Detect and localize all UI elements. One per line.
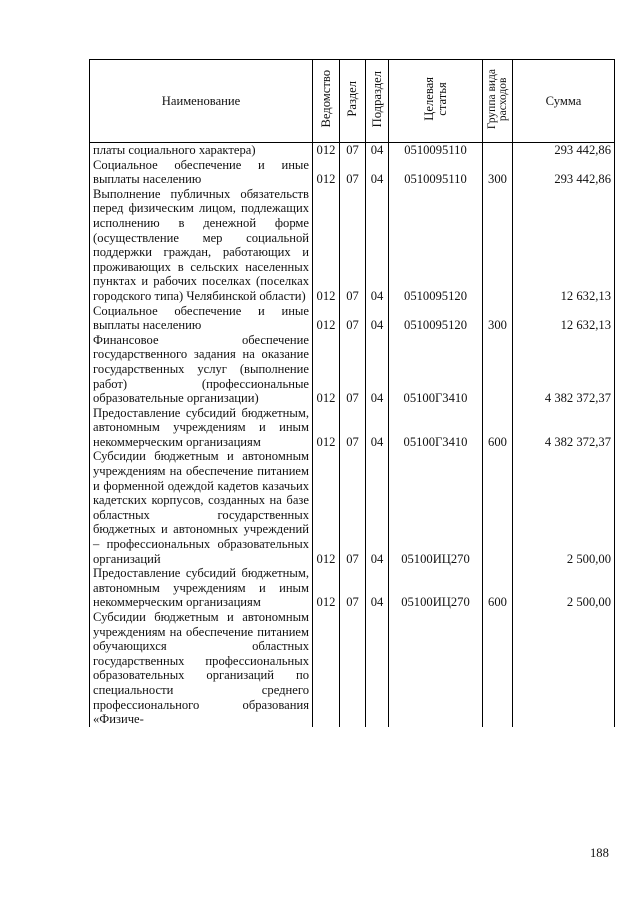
budget-table [89,59,615,727]
cell-target: 0510095110 [389,158,483,187]
header-target: Целевая статья [389,60,483,143]
header-sum: Сумма [513,60,615,143]
cell-sum [513,610,615,727]
cell-podrazdel: 04 [366,333,389,406]
cell-podrazdel [366,610,389,727]
table-row [90,187,615,304]
cell-group [483,449,513,566]
cell-ved: 012 [313,566,340,610]
cell-name: Предоставление субсидий бюджетным, автономным учреждениям и иным некоммерческим организациям [90,566,313,610]
cell-sum: 293 442,86 [513,143,615,158]
table-row [90,610,615,727]
cell-name: Социальное обеспечение и иные выплаты населению [90,158,313,187]
cell-sum: 12 632,13 [513,304,615,333]
cell-sum: 2 500,00 [513,449,615,566]
cell-razdel: 07 [340,449,366,566]
cell-target: 0510095120 [389,304,483,333]
cell-sum: 2 500,00 [513,566,615,610]
table-header-row [90,60,615,143]
table-row [90,566,615,610]
header-razdel: Раздел [340,60,366,143]
cell-razdel: 07 [340,406,366,450]
cell-group [483,333,513,406]
cell-podrazdel: 04 [366,406,389,450]
cell-name: Финансовое обеспечение государственного задания на оказание государственных услуг (выполнение работ) (профессиональные образовательные организации) [90,333,313,406]
table-row [90,304,615,333]
cell-name: Субсидии бюджетным и автономным учреждениям на обеспечение питанием и форменной одеждой кадетов казачьих кадетских корпусов, созданных на базе областных государственных бюджетных и автономных учреждений – профессиональных образовательных организаций [90,449,313,566]
table-row [90,449,615,566]
table-row [90,158,615,187]
cell-target [389,610,483,727]
cell-sum: 4 382 372,37 [513,333,615,406]
cell-target: 05100Г3410 [389,406,483,450]
page-number: 188 [590,846,609,860]
cell-sum: 12 632,13 [513,187,615,304]
cell-razdel: 07 [340,143,366,158]
cell-podrazdel: 04 [366,158,389,187]
cell-razdel: 07 [340,566,366,610]
header-podrazdel: Подраздел [366,60,389,143]
cell-podrazdel: 04 [366,143,389,158]
cell-razdel: 07 [340,187,366,304]
cell-name: Выполнение публичных обязательств перед физическим лицом, подлежащих исполнению в денежной форме (осуществление мер социальной поддержки граждан, работающих и проживающих в сельских населенных пунктах и рабочих поселках (поселках городского типа) Челябинской области) [90,187,313,304]
cell-sum: 4 382 372,37 [513,406,615,450]
cell-group: 300 [483,158,513,187]
header-vedomstvo: Ведомство [313,60,340,143]
cell-ved: 012 [313,158,340,187]
cell-razdel: 07 [340,158,366,187]
header-name: Наименование [90,60,313,143]
cell-group: 300 [483,304,513,333]
cell-ved: 012 [313,333,340,406]
cell-razdel [340,610,366,727]
cell-group: 600 [483,406,513,450]
cell-target: 05100ИЦ270 [389,566,483,610]
cell-razdel: 07 [340,304,366,333]
cell-sum: 293 442,86 [513,158,615,187]
cell-group: 600 [483,566,513,610]
cell-podrazdel: 04 [366,566,389,610]
cell-target: 05100ИЦ270 [389,449,483,566]
cell-podrazdel: 04 [366,449,389,566]
cell-podrazdel: 04 [366,304,389,333]
cell-group [483,610,513,727]
cell-ved: 012 [313,406,340,450]
cell-name: Предоставление субсидий бюджетным, автономным учреждениям и иным некоммерческим организациям [90,406,313,450]
table-row [90,333,615,406]
table-row [90,406,615,450]
cell-ved: 012 [313,143,340,158]
cell-group [483,143,513,158]
table-row [90,143,615,158]
header-group: Группа вида расходов [483,60,513,143]
cell-ved: 012 [313,187,340,304]
cell-name: платы социального характера) [90,143,313,158]
cell-name: Социальное обеспечение и иные выплаты населению [90,304,313,333]
cell-ved [313,610,340,727]
cell-target: 0510095120 [389,187,483,304]
cell-ved: 012 [313,449,340,566]
cell-target: 0510095110 [389,143,483,158]
cell-target: 05100Г3410 [389,333,483,406]
cell-ved: 012 [313,304,340,333]
cell-name: Субсидии бюджетным и автономным учреждениям на обеспечение питанием обучающихся областных государственных профессиональных образовательных организаций по специальности среднего профессионального образования «Физиче- [90,610,313,727]
cell-group [483,187,513,304]
cell-razdel: 07 [340,333,366,406]
cell-podrazdel: 04 [366,187,389,304]
